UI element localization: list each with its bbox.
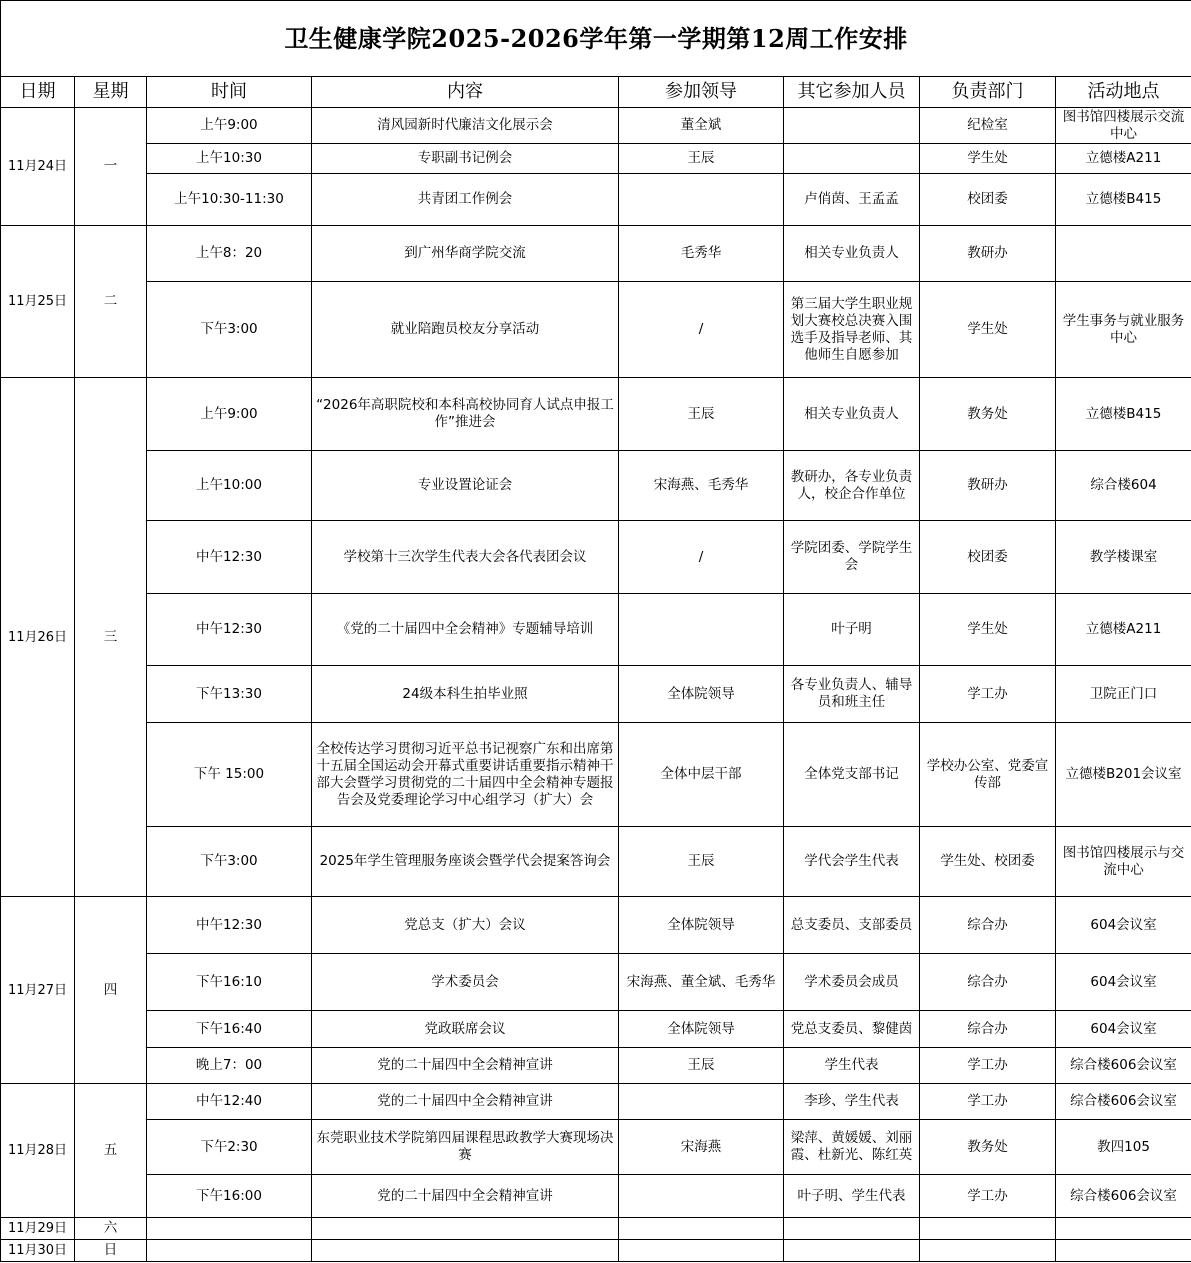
event-leader bbox=[619, 174, 784, 226]
weekday-cell: 日 bbox=[75, 1240, 147, 1262]
date-cell: 11月25日 bbox=[1, 226, 75, 378]
event-others: 党总支委员、黎健茵 bbox=[784, 1011, 920, 1048]
event-content: 共青团工作例会 bbox=[312, 174, 619, 226]
event-leader: 王辰 bbox=[619, 1048, 784, 1084]
event-others: 叶子明 bbox=[784, 594, 920, 666]
event-dept: 学工办 bbox=[920, 1084, 1056, 1120]
table-row bbox=[1, 723, 1191, 827]
event-place bbox=[1056, 1218, 1191, 1240]
event-leader bbox=[619, 1175, 784, 1218]
event-place: 综合楼606会议室 bbox=[1056, 1048, 1191, 1084]
event-leader: / bbox=[619, 282, 784, 378]
event-time: 下午2:30 bbox=[147, 1120, 312, 1175]
header-weekday: 星期 bbox=[75, 77, 147, 108]
weekday-cell: 三 bbox=[75, 378, 147, 897]
event-time: 下午16:40 bbox=[147, 1011, 312, 1048]
event-content: 学术委员会 bbox=[312, 954, 619, 1011]
event-leader bbox=[619, 1084, 784, 1120]
weekday-cell: 二 bbox=[75, 226, 147, 378]
event-content: 《党的二十届四中全会精神》专题辅导培训 bbox=[312, 594, 619, 666]
event-time: 中午12:30 bbox=[147, 521, 312, 594]
event-time: 上午9:00 bbox=[147, 108, 312, 144]
table-row bbox=[1, 1084, 1191, 1120]
event-dept: 教务处 bbox=[920, 378, 1056, 451]
event-leader: 全体中层干部 bbox=[619, 723, 784, 827]
date-cell: 11月29日 bbox=[1, 1218, 75, 1240]
event-leader: 宋海燕、董全斌、毛秀华 bbox=[619, 954, 784, 1011]
table-row bbox=[1, 1175, 1191, 1218]
event-place: 立德楼A211 bbox=[1056, 144, 1191, 174]
table-row bbox=[1, 521, 1191, 594]
event-content: 东莞职业技术学院第四届课程思政教学大赛现场决赛 bbox=[312, 1120, 619, 1175]
table-row bbox=[1, 282, 1191, 378]
event-leader: 宋海燕 bbox=[619, 1120, 784, 1175]
table-row bbox=[1, 1218, 1191, 1240]
event-content: 党的二十届四中全会精神宣讲 bbox=[312, 1048, 619, 1084]
event-dept: 学工办 bbox=[920, 1175, 1056, 1218]
event-leader: 王辰 bbox=[619, 827, 784, 897]
table-row bbox=[1, 1011, 1191, 1048]
event-leader: 毛秀华 bbox=[619, 226, 784, 282]
event-place: 综合楼606会议室 bbox=[1056, 1175, 1191, 1218]
event-content: 学校第十三次学生代表大会各代表团会议 bbox=[312, 521, 619, 594]
event-leader: 王辰 bbox=[619, 144, 784, 174]
event-dept: 综合办 bbox=[920, 954, 1056, 1011]
event-content: 党政联席会议 bbox=[312, 1011, 619, 1048]
event-dept: 学校办公室、党委宣传部 bbox=[920, 723, 1056, 827]
event-dept: 学工办 bbox=[920, 1048, 1056, 1084]
event-dept: 校团委 bbox=[920, 521, 1056, 594]
event-dept bbox=[920, 1240, 1056, 1262]
event-place bbox=[1056, 1240, 1191, 1262]
event-dept: 教研办 bbox=[920, 451, 1056, 521]
page-title: 卫生健康学院2025-2026学年第一学期第12周工作安排 bbox=[1, 1, 1191, 77]
event-time: 下午16:10 bbox=[147, 954, 312, 1011]
event-leader: 王辰 bbox=[619, 378, 784, 451]
event-dept bbox=[920, 1218, 1056, 1240]
event-content: 党的二十届四中全会精神宣讲 bbox=[312, 1084, 619, 1120]
event-dept: 纪检室 bbox=[920, 108, 1056, 144]
event-leader bbox=[619, 1218, 784, 1240]
event-content: 到广州华商学院交流 bbox=[312, 226, 619, 282]
header-leader: 参加领导 bbox=[619, 77, 784, 108]
table-row bbox=[1, 1048, 1191, 1084]
event-content bbox=[312, 1218, 619, 1240]
event-others: 学术委员会成员 bbox=[784, 954, 920, 1011]
event-place: 604会议室 bbox=[1056, 954, 1191, 1011]
event-place: 综合楼606会议室 bbox=[1056, 1084, 1191, 1120]
event-others bbox=[784, 144, 920, 174]
weekday-cell: 四 bbox=[75, 897, 147, 1084]
table-row bbox=[1, 1240, 1191, 1262]
event-dept: 校团委 bbox=[920, 174, 1056, 226]
event-time bbox=[147, 1240, 312, 1262]
event-others: 总支委员、支部委员 bbox=[784, 897, 920, 954]
header-others: 其它参加人员 bbox=[784, 77, 920, 108]
header-place: 活动地点 bbox=[1056, 77, 1191, 108]
event-leader: 全体院领导 bbox=[619, 897, 784, 954]
date-cell: 11月24日 bbox=[1, 108, 75, 226]
event-time bbox=[147, 1218, 312, 1240]
event-others bbox=[784, 1218, 920, 1240]
event-others: 学院团委、学院学生会 bbox=[784, 521, 920, 594]
table-row bbox=[1, 144, 1191, 174]
event-leader: 宋海燕、毛秀华 bbox=[619, 451, 784, 521]
event-content: 就业陪跑员校友分享活动 bbox=[312, 282, 619, 378]
event-leader bbox=[619, 1240, 784, 1262]
event-others: 第三届大学生职业规划大赛校总决赛入围选手及指导老师、其他师生自愿参加 bbox=[784, 282, 920, 378]
event-place: 卫院正门口 bbox=[1056, 666, 1191, 723]
table-row bbox=[1, 226, 1191, 282]
event-place: 立德楼A211 bbox=[1056, 594, 1191, 666]
event-dept: 综合办 bbox=[920, 1011, 1056, 1048]
table-row bbox=[1, 108, 1191, 144]
event-others: 李珍、学生代表 bbox=[784, 1084, 920, 1120]
event-dept: 教研办 bbox=[920, 226, 1056, 282]
header-row bbox=[1, 77, 1191, 108]
table-row bbox=[1, 954, 1191, 1011]
event-content: 专业设置论证会 bbox=[312, 451, 619, 521]
table-row bbox=[1, 451, 1191, 521]
table-row bbox=[1, 827, 1191, 897]
event-time: 上午9:00 bbox=[147, 378, 312, 451]
table-row bbox=[1, 897, 1191, 954]
event-content: 党的二十届四中全会精神宣讲 bbox=[312, 1175, 619, 1218]
table-row bbox=[1, 594, 1191, 666]
event-dept: 学生处 bbox=[920, 144, 1056, 174]
event-time: 上午10:30 bbox=[147, 144, 312, 174]
table-row bbox=[1, 174, 1191, 226]
event-content: 24级本科生拍毕业照 bbox=[312, 666, 619, 723]
schedule-body bbox=[1, 108, 1191, 1262]
event-time: 下午16:00 bbox=[147, 1175, 312, 1218]
event-place: 立德楼B201会议室 bbox=[1056, 723, 1191, 827]
event-time: 上午10:00 bbox=[147, 451, 312, 521]
event-time: 下午13:30 bbox=[147, 666, 312, 723]
event-place: 立德楼B415 bbox=[1056, 174, 1191, 226]
event-place bbox=[1056, 226, 1191, 282]
event-leader: / bbox=[619, 521, 784, 594]
event-time: 下午3:00 bbox=[147, 827, 312, 897]
event-time: 下午 15:00 bbox=[147, 723, 312, 827]
event-place: 综合楼604 bbox=[1056, 451, 1191, 521]
event-place: 教学楼课室 bbox=[1056, 521, 1191, 594]
event-content: 2025年学生管理服务座谈会暨学代会提案答询会 bbox=[312, 827, 619, 897]
event-content: 专职副书记例会 bbox=[312, 144, 619, 174]
weekday-cell: 六 bbox=[75, 1218, 147, 1240]
event-others bbox=[784, 108, 920, 144]
event-time: 中午12:30 bbox=[147, 897, 312, 954]
table-row bbox=[1, 1120, 1191, 1175]
event-content: 清风园新时代廉洁文化展示会 bbox=[312, 108, 619, 144]
event-content: 党总支（扩大）会议 bbox=[312, 897, 619, 954]
event-leader: 董全斌 bbox=[619, 108, 784, 144]
event-others: 相关专业负责人 bbox=[784, 226, 920, 282]
event-dept: 学工办 bbox=[920, 666, 1056, 723]
event-others: 梁萍、黄媛媛、刘丽霞、杜新光、陈红英 bbox=[784, 1120, 920, 1175]
event-place: 立德楼B415 bbox=[1056, 378, 1191, 451]
date-cell: 11月26日 bbox=[1, 378, 75, 897]
event-leader bbox=[619, 594, 784, 666]
event-content: 全校传达学习贯彻习近平总书记视察广东和出席第十五届全国运动会开幕式重要讲话重要指示精神干部大会暨学习贯彻党的二十届四中全会精神专题报告会及党委理论学习中心组学习（扩大）会 bbox=[312, 723, 619, 827]
event-time: 中午12:40 bbox=[147, 1084, 312, 1120]
event-time: 中午12:30 bbox=[147, 594, 312, 666]
event-place: 604会议室 bbox=[1056, 897, 1191, 954]
event-content bbox=[312, 1240, 619, 1262]
event-dept: 学生处、校团委 bbox=[920, 827, 1056, 897]
header-date: 日期 bbox=[1, 77, 75, 108]
table-row bbox=[1, 666, 1191, 723]
weekday-cell: 五 bbox=[75, 1084, 147, 1218]
event-others: 学代会学生代表 bbox=[784, 827, 920, 897]
event-dept: 综合办 bbox=[920, 897, 1056, 954]
event-others: 相关专业负责人 bbox=[784, 378, 920, 451]
event-place: 604会议室 bbox=[1056, 1011, 1191, 1048]
weekday-cell: 一 bbox=[75, 108, 147, 226]
date-cell: 11月27日 bbox=[1, 897, 75, 1084]
event-place: 学生事务与就业服务中心 bbox=[1056, 282, 1191, 378]
header-content: 内容 bbox=[312, 77, 619, 108]
event-leader: 全体院领导 bbox=[619, 1011, 784, 1048]
event-dept: 学生处 bbox=[920, 282, 1056, 378]
event-content: “2026年高职院校和本科高校协同育人试点申报工作”推进会 bbox=[312, 378, 619, 451]
table-row bbox=[1, 378, 1191, 451]
event-others bbox=[784, 1240, 920, 1262]
header-dept: 负责部门 bbox=[920, 77, 1056, 108]
event-others: 叶子明、学生代表 bbox=[784, 1175, 920, 1218]
event-place: 教四105 bbox=[1056, 1120, 1191, 1175]
event-time: 下午3:00 bbox=[147, 282, 312, 378]
event-time: 晚上7：00 bbox=[147, 1048, 312, 1084]
event-others: 各专业负责人、辅导员和班主任 bbox=[784, 666, 920, 723]
event-place: 图书馆四楼展示与交流中心 bbox=[1056, 827, 1191, 897]
date-cell: 11月30日 bbox=[1, 1240, 75, 1262]
date-cell: 11月28日 bbox=[1, 1084, 75, 1218]
event-others: 学生代表 bbox=[784, 1048, 920, 1084]
event-time: 上午10:30-11:30 bbox=[147, 174, 312, 226]
event-place: 图书馆四楼展示交流中心 bbox=[1056, 108, 1191, 144]
event-others: 教研办，各专业负责人，校企合作单位 bbox=[784, 451, 920, 521]
event-others: 卢俏茵、王孟孟 bbox=[784, 174, 920, 226]
event-time: 上午8：20 bbox=[147, 226, 312, 282]
event-leader: 全体院领导 bbox=[619, 666, 784, 723]
event-others: 全体党支部书记 bbox=[784, 723, 920, 827]
header-time: 时间 bbox=[147, 77, 312, 108]
event-dept: 教务处 bbox=[920, 1120, 1056, 1175]
event-dept: 学生处 bbox=[920, 594, 1056, 666]
